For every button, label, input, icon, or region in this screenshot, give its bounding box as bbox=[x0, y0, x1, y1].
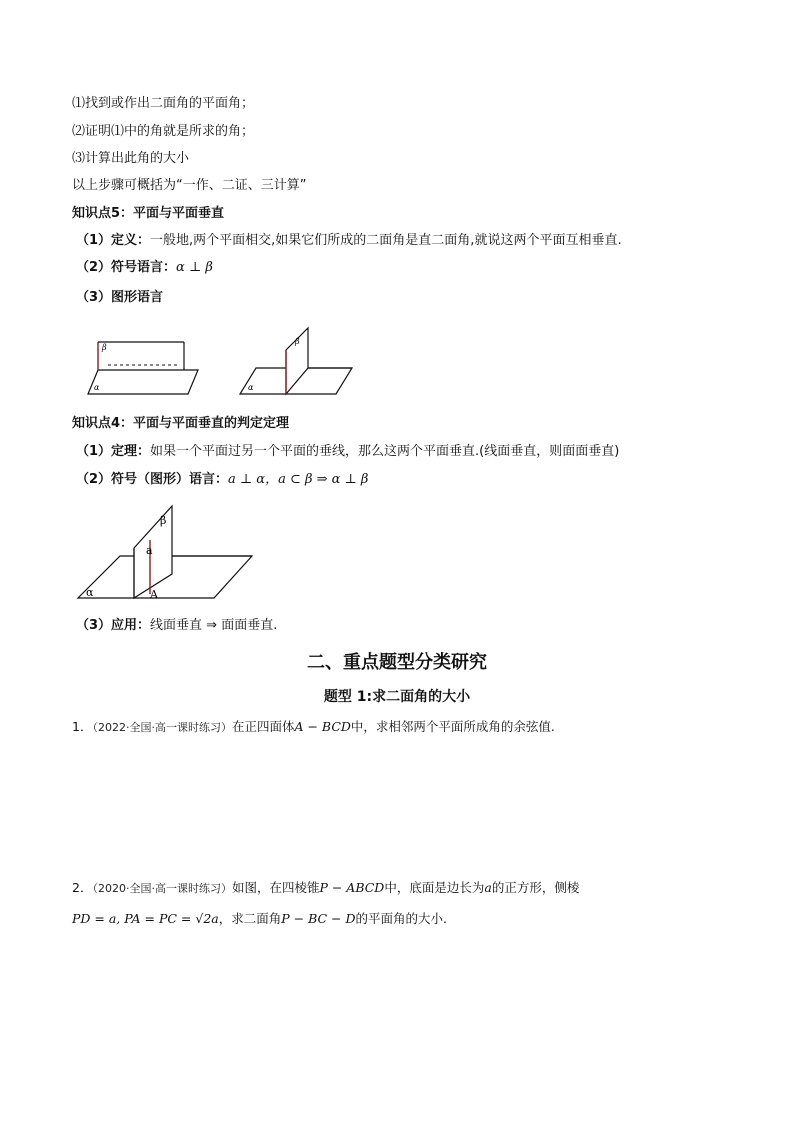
kp4-thm-text: 如果一个平面过另一个平面的垂线，那么这两个平面垂直.(线面垂直，则面面垂直) bbox=[150, 444, 620, 459]
q2-number: 2． bbox=[72, 880, 93, 895]
step-3: ⑶计算出此角的大小 bbox=[72, 151, 190, 166]
kp5-definition bbox=[76, 232, 622, 250]
fig1-alpha-label: α bbox=[94, 383, 100, 392]
step-1: ⑴找到或作出二面角的平面角； bbox=[72, 96, 255, 111]
kp4-title: 知识点4：平面与平面垂直的判定定理 bbox=[72, 416, 290, 431]
fig3-point-A-label: A bbox=[150, 588, 158, 601]
fig3-a-label: a bbox=[146, 544, 153, 557]
q2-line2-math2: P − BC − D bbox=[281, 911, 356, 926]
q2-text-a: 如图，在四棱锥 bbox=[231, 880, 320, 895]
q2-source: （2020·全国·高一课时练习） bbox=[92, 882, 232, 895]
kp5-sym-label: （2）符号语言： bbox=[76, 260, 177, 275]
kp4-application bbox=[76, 617, 277, 635]
kp4-sym-text: a ⊥ α，a ⊂ β ⇒ α ⊥ β bbox=[228, 472, 369, 487]
section-title: 二、重点题型分类研究 bbox=[307, 652, 487, 673]
fig2-beta-label: β bbox=[295, 337, 300, 346]
step-2: ⑵证明⑴中的角就是所求的角； bbox=[72, 124, 255, 139]
kp4-thm-label: （1）定理： bbox=[76, 444, 151, 459]
question-2-line-2 bbox=[72, 910, 447, 928]
kp4-symbol bbox=[76, 471, 368, 489]
type-1-title: 题型 1:求二面角的大小 bbox=[323, 689, 471, 705]
question-1 bbox=[72, 718, 555, 737]
fig3-beta-label: β bbox=[160, 514, 167, 527]
fig1-beta-label: β bbox=[102, 343, 107, 352]
q1-math: A − BCD bbox=[294, 719, 351, 734]
kp5-def-label: （1）定义： bbox=[76, 233, 151, 248]
fig2-alpha-label: α bbox=[248, 383, 254, 392]
q1-text-a: 在正四面体 bbox=[231, 719, 295, 734]
question-2-line-1 bbox=[72, 879, 579, 898]
kp4-theorem bbox=[76, 443, 619, 461]
kp4-sym-label: （2）符号（图形）语言： bbox=[76, 472, 229, 487]
q1-number: 1． bbox=[72, 719, 93, 734]
q2-line2-text: ，求二面角 bbox=[218, 911, 282, 926]
q2-text-b: 中，底面是边长为 bbox=[384, 880, 485, 895]
q2-line2-math: PD = a, PA = PC = √2a bbox=[72, 911, 219, 926]
q2-math-a: P − ABCD bbox=[319, 880, 385, 895]
kp5-figure-1 bbox=[84, 334, 202, 398]
kp5-figure-label: （3）图形语言 bbox=[76, 290, 164, 305]
q2-text-c: 的正方形，侧棱 bbox=[491, 880, 580, 895]
kp5-def-text: 一般地,两个平面相交,如果它们所成的二面角是直二面角,就说这两个平面互相垂直. bbox=[150, 233, 622, 248]
kp4-figure bbox=[76, 500, 256, 604]
fig3-alpha-label: α bbox=[86, 586, 94, 599]
kp4-app-label: （3）应用： bbox=[76, 618, 151, 633]
kp5-sym-text: α ⊥ β bbox=[176, 260, 213, 275]
kp5-symbol bbox=[76, 259, 213, 277]
q2-line2-end: 的平面角的大小. bbox=[355, 911, 447, 926]
kp4-app-text: 线面垂直 ⇒ 面面垂直. bbox=[150, 618, 278, 633]
kp5-figure-2 bbox=[238, 324, 354, 398]
q1-text-b: 中，求相邻两个平面所成角的余弦值. bbox=[350, 719, 555, 734]
steps-summary: 以上步骤可概括为“一作、二证、三计算” bbox=[72, 178, 307, 193]
kp5-title: 知识点5：平面与平面垂直 bbox=[72, 206, 225, 221]
q2-math-b: a bbox=[484, 880, 492, 895]
q1-source: （2022·全国·高一课时练习） bbox=[92, 721, 232, 734]
